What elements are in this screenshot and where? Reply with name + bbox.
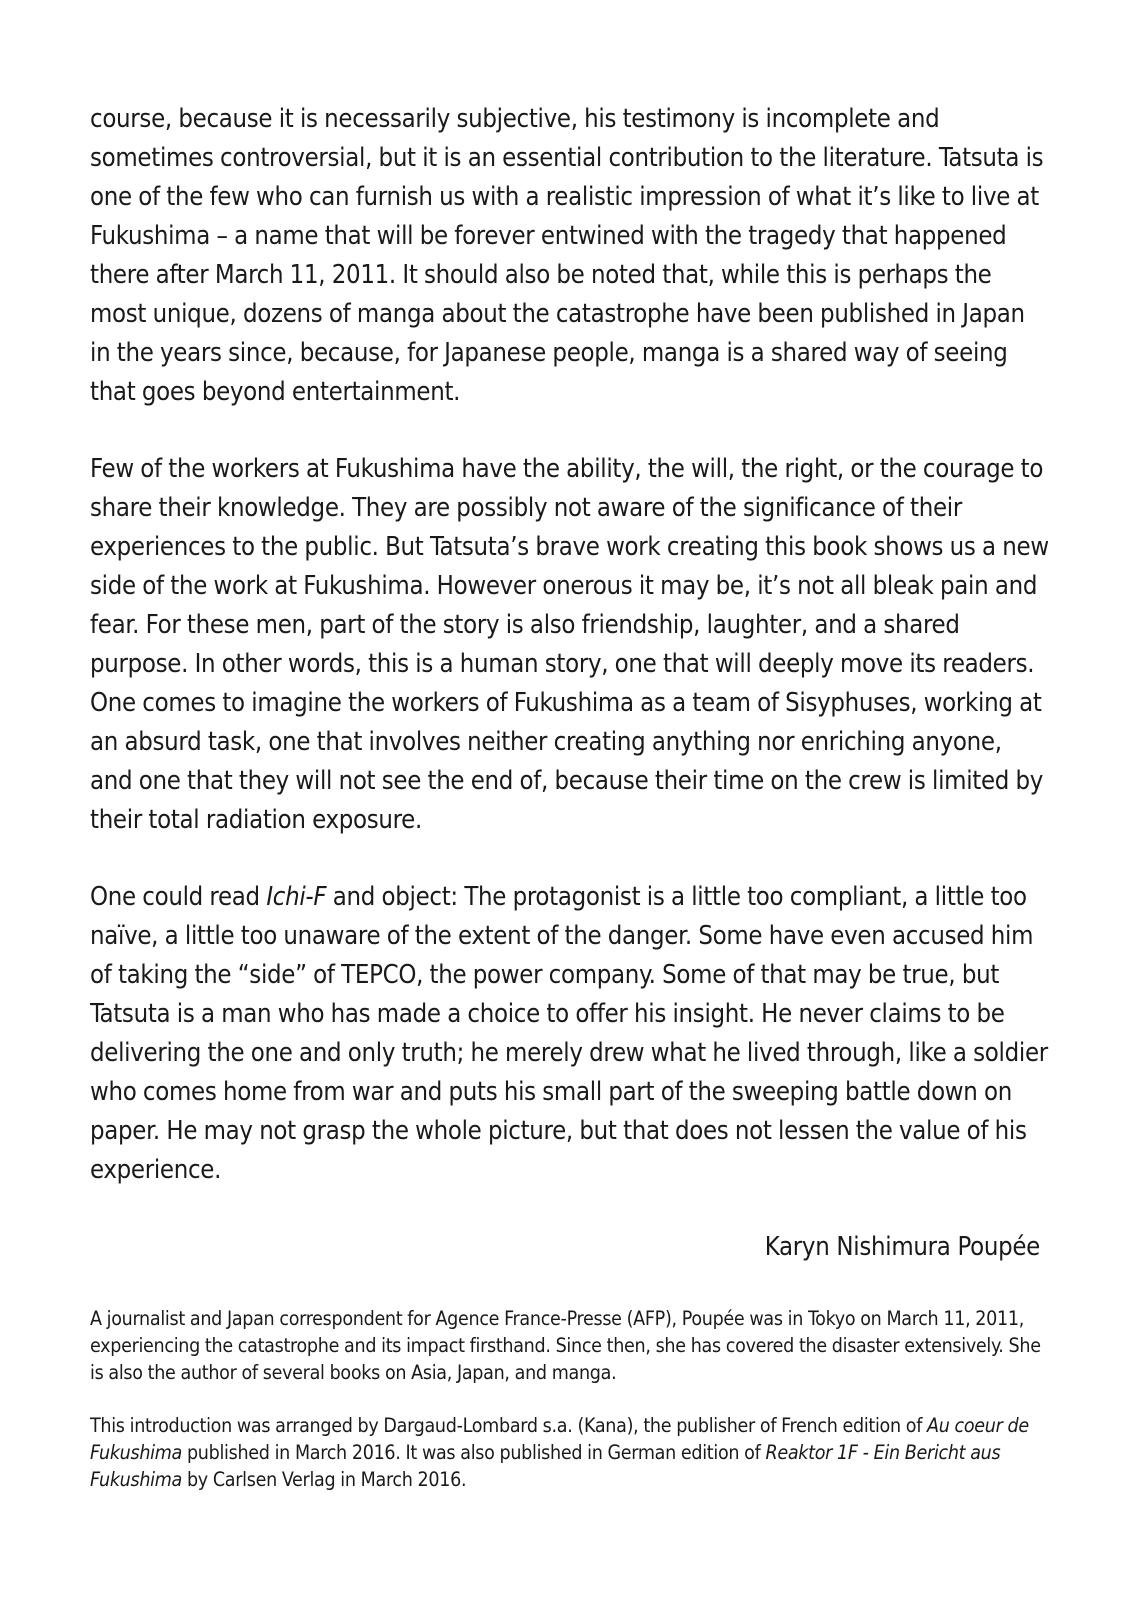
document-page xyxy=(90,100,1050,1519)
body-paragraph-1: course, because it is necessarily subjective, his testimony is incomplete and sometimes controversial, but it is an essential contribution to the literature. Tatsuta is one of the few who can furnish us with a realistic impression of what it’s like to live at Fukushima – a name that will be forever entwined with the tragedy that happened there after March 11, 2011. It should also be noted that, while this is perhaps the most unique, dozens of manga about the catastrophe have been published in Japan in the years since, because, for Japanese people, manga is a shared way of seeing that goes beyond entertainment. xyxy=(90,104,1044,407)
book-title-ichi-f: Ichi-F xyxy=(266,882,327,912)
paragraph-3-text-end: and object: The protagonist is a little too compliant, a little too naïve, a little too unaware of the extent of the danger. Some have even accused him of taking the “side” of TEPCO, the power company. Some of that may be true, but Tatsuta is a man who has made a choice to offer his insight. He never claims to be delivering the one and only truth; he merely drew what he lived through, like a soldier who comes home from war and puts his small part of the sweeping battle down on paper. He may not grasp the whole picture, but that does not lessen the value of his experience. xyxy=(90,882,1048,1185)
french-edition-title: Au coeur de Fukushima xyxy=(90,1414,1029,1464)
credit-text-3: by Carlsen Verlag in March 2016. xyxy=(181,1468,467,1491)
credit-text-2: published in March 2016. It was also published in German edition of xyxy=(181,1441,766,1464)
body-paragraph-2: Few of the workers at Fukushima have the ability, the will, the right, or the courage to share their knowledge. They are possibly not aware of the significance of their experiences to the public. But Tatsuta’s brave work creating this book shows us a new side of the work at Fukushima. However onerous it may be, it’s not all bleak pain and fear. For these men, part of the story is also friendship, laughter, and a shared purpose. In other words, this is a human story, one that will deeply move its readers. One comes to imagine the workers of Fukushima as a team of Sisyphuses, working at an absurd task, one that involves neither creating anything nor enriching anyone, and one that they will not see the end of, because their time on the crew is limited by their total radiation exposure. xyxy=(90,454,1049,835)
body-paragraph-3 xyxy=(90,878,1050,1190)
german-edition-title: Reaktor 1F - Ein Bericht aus Fukushima xyxy=(90,1441,1001,1491)
credit-text-1: This introduction was arranged by Dargaud-Lombard s.a. (Kana), the publisher of French edition of xyxy=(90,1414,928,1437)
paragraph-3-text-start: One could read xyxy=(90,882,267,912)
author-bio-note: A journalist and Japan correspondent for Agence France-Presse (AFP), Poupée was in Tokyo on March 11, 2011, experiencing the catastrophe and its impact firsthand. Since then, she has covered the disaster extensively. She is also the author of several books on Asia, Japan, and manga. xyxy=(90,1307,1041,1384)
publication-credit-note xyxy=(90,1412,1050,1493)
author-signature: Karyn Nishimura Poupée xyxy=(764,1232,1040,1262)
